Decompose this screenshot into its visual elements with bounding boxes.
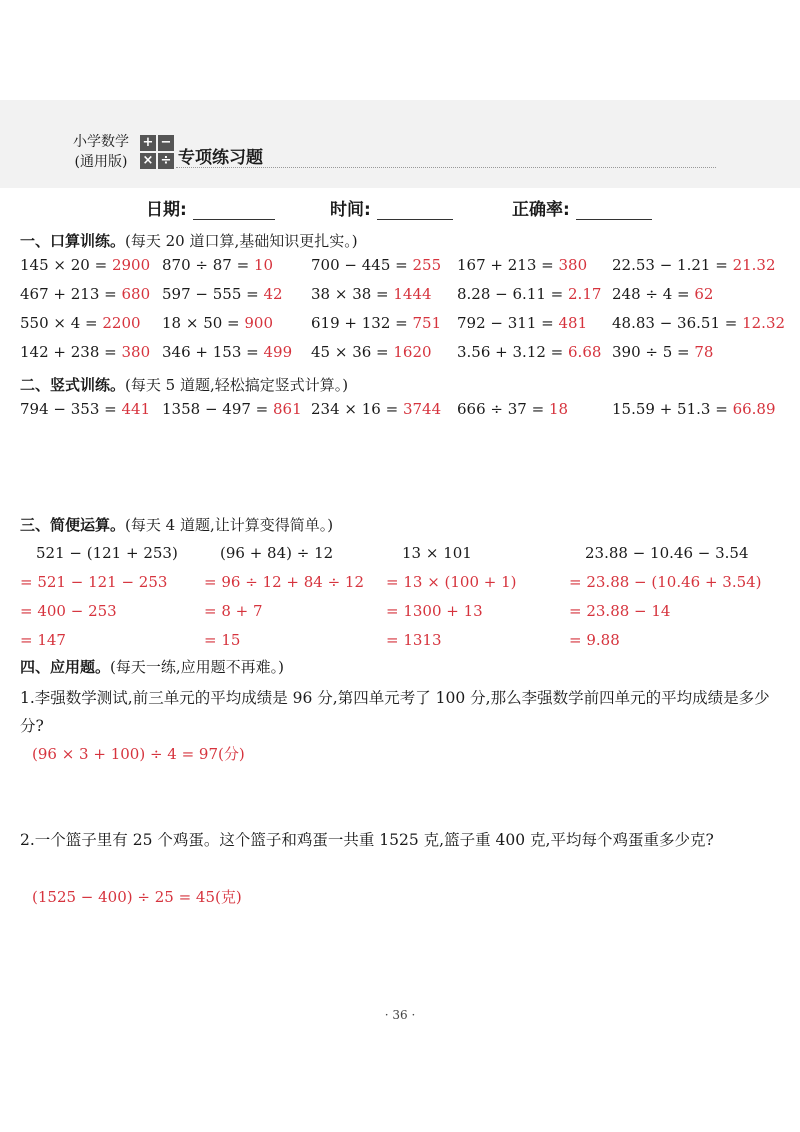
section-2-heading	[20, 374, 348, 395]
mental-math-item	[20, 255, 150, 275]
question-text: 145 × 20 =	[20, 256, 112, 274]
worksheet-title: 专项练习题	[178, 148, 263, 168]
question-text: 15.59 + 51.3 =	[612, 400, 733, 418]
question-text: 700 − 445 =	[311, 256, 413, 274]
simplified-step: = 15	[204, 631, 241, 649]
answer-text: 6.68	[568, 343, 602, 361]
simplified-step: = 13 × (100 + 1)	[386, 573, 517, 591]
simplified-step: = 96 ÷ 12 + 84 ÷ 12	[204, 573, 364, 591]
answer-text: 441	[121, 400, 151, 418]
simplified-step: = 1300 + 13	[386, 602, 483, 620]
top-margin	[0, 0, 800, 100]
accuracy-label: 正确率:	[512, 200, 570, 220]
mental-math-item	[612, 313, 785, 333]
section-1-title: 一、口算训练。	[20, 232, 126, 250]
simplified-expression: 13 × 101	[402, 544, 472, 562]
answer-text: 900	[244, 314, 274, 332]
answer-text: 78	[694, 343, 714, 361]
mental-math-item	[612, 255, 776, 275]
question-text: 48.83 − 36.51 =	[612, 314, 743, 332]
mental-math-item	[311, 284, 432, 304]
question-text: 597 − 555 =	[162, 285, 264, 303]
question-text: 467 + 213 =	[20, 285, 122, 303]
mental-math-item	[20, 342, 150, 362]
question-text: 550 × 4 =	[20, 314, 103, 332]
mental-math-item	[457, 342, 601, 362]
answer-text: 255	[412, 256, 442, 274]
plus-icon: +	[140, 135, 156, 151]
section-3-note: (每天 4 道题,让计算变得简单。)	[125, 516, 334, 534]
question-text: 22.53 − 1.21 =	[612, 256, 733, 274]
answer-text: 66.89	[732, 400, 776, 418]
word-problem-1-solution: (96 × 3 + 100) ÷ 4 = 97(分)	[32, 745, 245, 763]
question-text: 792 − 311 =	[457, 314, 559, 332]
simplified-expression: 23.88 − 10.46 − 3.54	[585, 544, 749, 562]
mental-math-item	[457, 284, 601, 304]
accuracy-field	[512, 195, 652, 220]
section-4-heading	[20, 656, 284, 677]
mental-math-item	[612, 284, 713, 304]
question-text: 346 + 153 =	[162, 343, 264, 361]
header-divider	[176, 167, 716, 168]
answer-text: 18	[548, 400, 569, 418]
mental-math-item	[311, 342, 432, 362]
question-text: 38 × 38 =	[311, 285, 394, 303]
mental-math-item	[612, 342, 713, 362]
simplified-step: = 23.88 − (10.46 + 3.54)	[569, 573, 762, 591]
mental-math-item	[162, 342, 292, 362]
info-row	[0, 195, 800, 223]
mental-math-item	[311, 313, 441, 333]
answer-text: 1620	[393, 343, 432, 361]
question-text: 45 × 36 =	[311, 343, 394, 361]
vertical-calc-item	[612, 399, 776, 419]
question-text: 248 ÷ 4 =	[612, 285, 695, 303]
date-blank	[193, 199, 275, 220]
section-4-title: 四、应用题。	[20, 658, 111, 676]
answer-text: 380	[121, 343, 151, 361]
math-ops-logo	[140, 135, 174, 169]
page-number: · 36 ·	[384, 1008, 416, 1022]
mental-math-item	[162, 313, 273, 333]
answer-text: 2900	[111, 256, 151, 274]
question-text: 167 + 213 =	[457, 256, 559, 274]
times-icon: ×	[140, 153, 156, 169]
answer-text: 2200	[102, 314, 141, 332]
date-label: 日期:	[146, 200, 187, 220]
simplified-step: = 521 − 121 − 253	[20, 573, 168, 591]
accuracy-blank	[576, 199, 652, 220]
answer-text: 499	[263, 343, 293, 361]
section-2-note: (每天 5 道题,轻松搞定竖式计算。)	[125, 376, 349, 394]
time-blank	[377, 199, 453, 220]
answer-text: 380	[558, 256, 588, 274]
simplified-step: = 8 + 7	[204, 602, 263, 620]
question-text: 870 ÷ 87 =	[162, 256, 254, 274]
question-text: 3.56 + 3.12 =	[457, 343, 569, 361]
time-label: 时间:	[330, 200, 371, 220]
simplified-step: = 23.88 − 14	[569, 602, 671, 620]
answer-text: 12.32	[742, 314, 786, 332]
question-text: 18 × 50 =	[162, 314, 245, 332]
simplified-expression: 521 − (121 + 253)	[36, 544, 178, 562]
word-problem-2-solution: (1525 − 400) ÷ 25 = 45(克)	[32, 888, 242, 906]
vertical-calc-item	[311, 399, 441, 419]
section-3-title: 三、简便运算。	[20, 516, 126, 534]
mental-math-item	[162, 284, 283, 304]
series-brand	[62, 132, 140, 172]
answer-text: 62	[694, 285, 714, 303]
mental-math-item	[457, 255, 587, 275]
section-4-note: (每天一练,应用题不再难。)	[110, 658, 284, 676]
answer-text: 751	[412, 314, 442, 332]
mental-math-item	[457, 313, 587, 333]
answer-text: 3744	[402, 400, 442, 418]
answer-text: 42	[263, 285, 283, 303]
simplified-step: = 147	[20, 631, 66, 649]
question-text: 234 × 16 =	[311, 400, 403, 418]
section-2-title: 二、竖式训练。	[20, 376, 126, 394]
question-text: 666 ÷ 37 =	[457, 400, 549, 418]
answer-text: 680	[121, 285, 151, 303]
answer-text: 2.17	[568, 285, 602, 303]
question-text: 8.28 − 6.11 =	[457, 285, 569, 303]
brand-line-2: (通用版)	[74, 154, 128, 170]
simplified-step: = 1313	[386, 631, 442, 649]
vertical-calc-item	[20, 399, 150, 419]
answer-text: 1444	[393, 285, 432, 303]
time-field	[330, 195, 453, 220]
divide-icon: ÷	[158, 153, 174, 169]
brand-line-1: 小学数学	[73, 134, 129, 150]
mental-math-item	[162, 255, 273, 275]
question-text: 794 − 353 =	[20, 400, 122, 418]
section-3-heading	[20, 514, 333, 535]
mental-math-item	[20, 284, 150, 304]
answer-text: 861	[273, 400, 302, 418]
question-text: 142 + 238 =	[20, 343, 122, 361]
question-text: 1358 − 497 =	[162, 400, 274, 418]
question-text: 619 + 132 =	[311, 314, 413, 332]
question-text: 390 ÷ 5 =	[612, 343, 695, 361]
section-1-heading	[20, 230, 358, 251]
word-problem-1: 1.李强数学测试,前三单元的平均成绩是 96 分,第四单元考了 100 分,那么李强数学前四单元的平均成绩是多少分?	[20, 689, 770, 735]
date-field	[146, 195, 275, 220]
word-problem-2: 2.一个篮子里有 25 个鸡蛋。这个篮子和鸡蛋一共重 1525 克,篮子重 400 克,平均每个鸡蛋重多少克?	[20, 831, 714, 849]
vertical-calc-item	[162, 399, 302, 419]
simplified-step: = 9.88	[569, 631, 620, 649]
simplified-step: = 400 − 253	[20, 602, 117, 620]
mental-math-item	[20, 313, 141, 333]
answer-text: 481	[558, 314, 588, 332]
vertical-calc-item	[457, 399, 568, 419]
minus-icon: −	[158, 135, 174, 151]
mental-math-item	[311, 255, 441, 275]
answer-text: 21.32	[732, 256, 776, 274]
simplified-expression: (96 + 84) ÷ 12	[220, 544, 334, 562]
section-1-note: (每天 20 道口算,基础知识更扎实。)	[125, 232, 358, 250]
answer-text: 10	[253, 256, 274, 274]
